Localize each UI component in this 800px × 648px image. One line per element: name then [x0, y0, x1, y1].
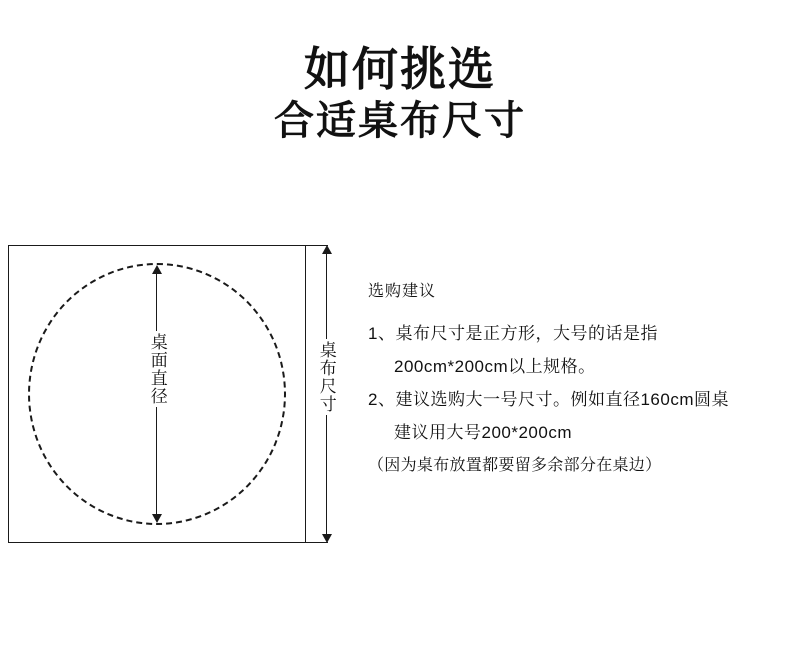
- inner-dimension-label: 桌面直径: [147, 333, 167, 405]
- advice-item-2-line-1: 2、建议选购大一号尺寸。例如直径160cm圆桌: [368, 390, 729, 410]
- tablecloth-size-diagram: [8, 245, 338, 555]
- arrow-head-up-icon: [322, 245, 332, 254]
- outer-dimension-label: 桌布尺寸: [316, 341, 336, 413]
- page-title: [0, 44, 800, 146]
- advice-footnote: （因为桌布放置都要留多余部分在桌边）: [368, 456, 662, 474]
- arrow-head-up-icon: [152, 265, 162, 274]
- advice-item-1-line-2: 200cm*200cm以上规格。: [394, 357, 596, 377]
- arrow-head-down-icon: [152, 514, 162, 523]
- purchase-advice-block: [368, 278, 788, 481]
- page-title-line2: 合适桌布尺寸: [274, 98, 526, 143]
- advice-item-2-line-2: 建议用大号200*200cm: [394, 423, 573, 443]
- purchase-advice-heading: 选购建议: [368, 283, 437, 300]
- advice-item-1-line-1: 1、桌布尺寸是正方形，大号的话是指: [368, 324, 658, 343]
- page-title-line1: 如何挑选: [304, 43, 496, 95]
- arrow-head-down-icon: [322, 534, 332, 543]
